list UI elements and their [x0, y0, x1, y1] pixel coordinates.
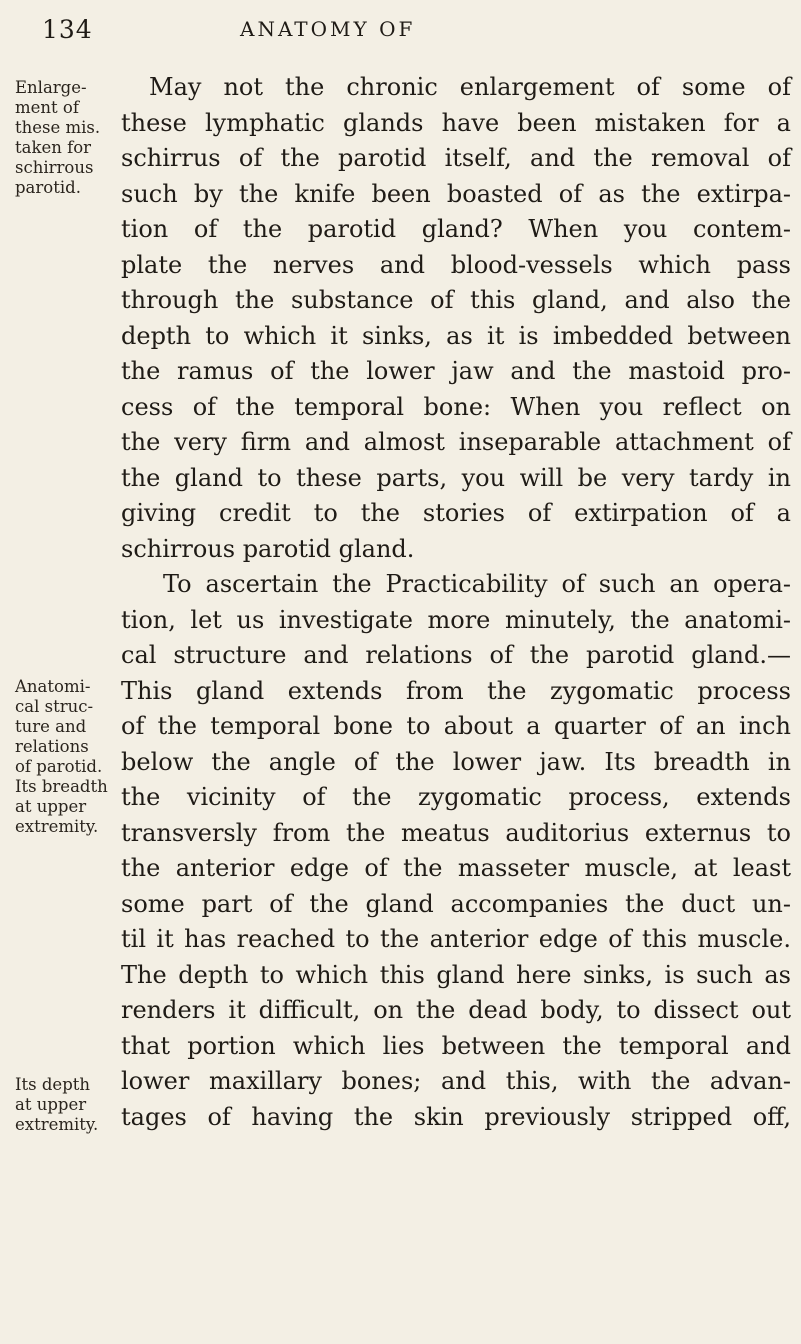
- margin-note-line: schirrous: [15, 158, 94, 177]
- text-line: the anterior edge of the masseter muscle, at least: [121, 854, 791, 882]
- text-line: the very firm and almost inseparable attachment of: [121, 428, 791, 456]
- margin-note-line: at upper: [15, 797, 87, 816]
- margin-note-line: cal struc-: [15, 697, 94, 716]
- text-line: schirrous parotid gland.: [121, 534, 415, 563]
- margin-note-line: Its depth: [15, 1075, 91, 1094]
- text-line: plate the nerves and blood-vessels which pass: [121, 250, 791, 279]
- text-line: the vicinity of the zygomatic process, extends: [121, 783, 791, 811]
- body-text: [121, 70, 791, 1135]
- text-line: of the temporal bone to about a quarter of an inch: [121, 712, 791, 740]
- text-line: This gland extends from the zygomatic process: [121, 676, 791, 705]
- text-line: such by the knife been boasted of as the extirpa-: [121, 179, 791, 208]
- page-number: 134: [42, 15, 93, 44]
- running-title: ANATOMY OF: [240, 17, 416, 41]
- text-line: tion, let us investigate more minutely, the anatomi-: [121, 605, 791, 634]
- text-line: renders it difficult, on the dead body, to dissect out: [121, 996, 791, 1024]
- margin-note-line: these mis.: [15, 118, 101, 137]
- text-line: tages of having the skin previously stripped off,: [121, 1102, 791, 1131]
- text-line: schirrus of the parotid itself, and the removal of: [121, 144, 791, 172]
- margin-note-line: extremity.: [15, 1115, 99, 1134]
- margin-note-line: at upper: [15, 1095, 87, 1114]
- margin-note-line: ture and: [15, 717, 87, 736]
- text-line: transversly from the meatus auditorius externus to: [121, 818, 791, 847]
- text-line: depth to which it sinks, as it is imbedded between: [121, 321, 791, 350]
- text-line: that portion which lies between the temporal and: [121, 1031, 791, 1060]
- text-line: The depth to which this gland here sinks, is such as: [121, 960, 791, 989]
- margin-note-depth: [15, 1075, 122, 1135]
- text-line: cal structure and relations of the parotid gland.—: [121, 641, 791, 669]
- text-line: these lymphatic glands have been mistaken for a: [121, 108, 791, 137]
- text-line: some part of the gland accompanies the duct un-: [121, 889, 791, 918]
- margin-note-line: taken for: [15, 138, 92, 157]
- text-line: til it has reached to the anterior edge of this muscle.: [121, 925, 791, 953]
- margin-note-anatomical: [15, 677, 122, 837]
- text-line: lower maxillary bones; and this, with the advan-: [121, 1067, 791, 1095]
- text-line: cess of the temporal bone: When you reflect on: [121, 392, 791, 421]
- margin-note-line: parotid.: [15, 178, 81, 197]
- margin-note-line: extremity.: [15, 817, 99, 836]
- text-line: through the substance of this gland, and also the: [121, 286, 791, 314]
- text-line: tion of the parotid gland? When you contem-: [121, 215, 791, 243]
- margin-note-line: Anatomi-: [15, 677, 91, 696]
- margin-note-line: ment of: [15, 98, 79, 117]
- text-line: below the angle of the lower jaw. Its breadth in: [121, 747, 791, 776]
- text-line: the ramus of the lower jaw and the mastoid pro-: [121, 357, 791, 385]
- margin-note-line: of parotid.: [15, 757, 103, 776]
- margin-note-line: Its breadth: [15, 777, 108, 796]
- text-line: To ascertain the Practicability of such an opera-: [163, 570, 791, 598]
- margin-note-enlargement: [15, 78, 122, 198]
- margin-note-line: Enlarge-: [15, 78, 87, 97]
- text-line: May not the chronic enlargement of some of: [149, 73, 791, 101]
- margin-note-line: relations: [15, 737, 89, 756]
- text-line: giving credit to the stories of extirpation of a: [121, 499, 791, 527]
- text-line: the gland to these parts, you will be very tardy in: [121, 463, 791, 492]
